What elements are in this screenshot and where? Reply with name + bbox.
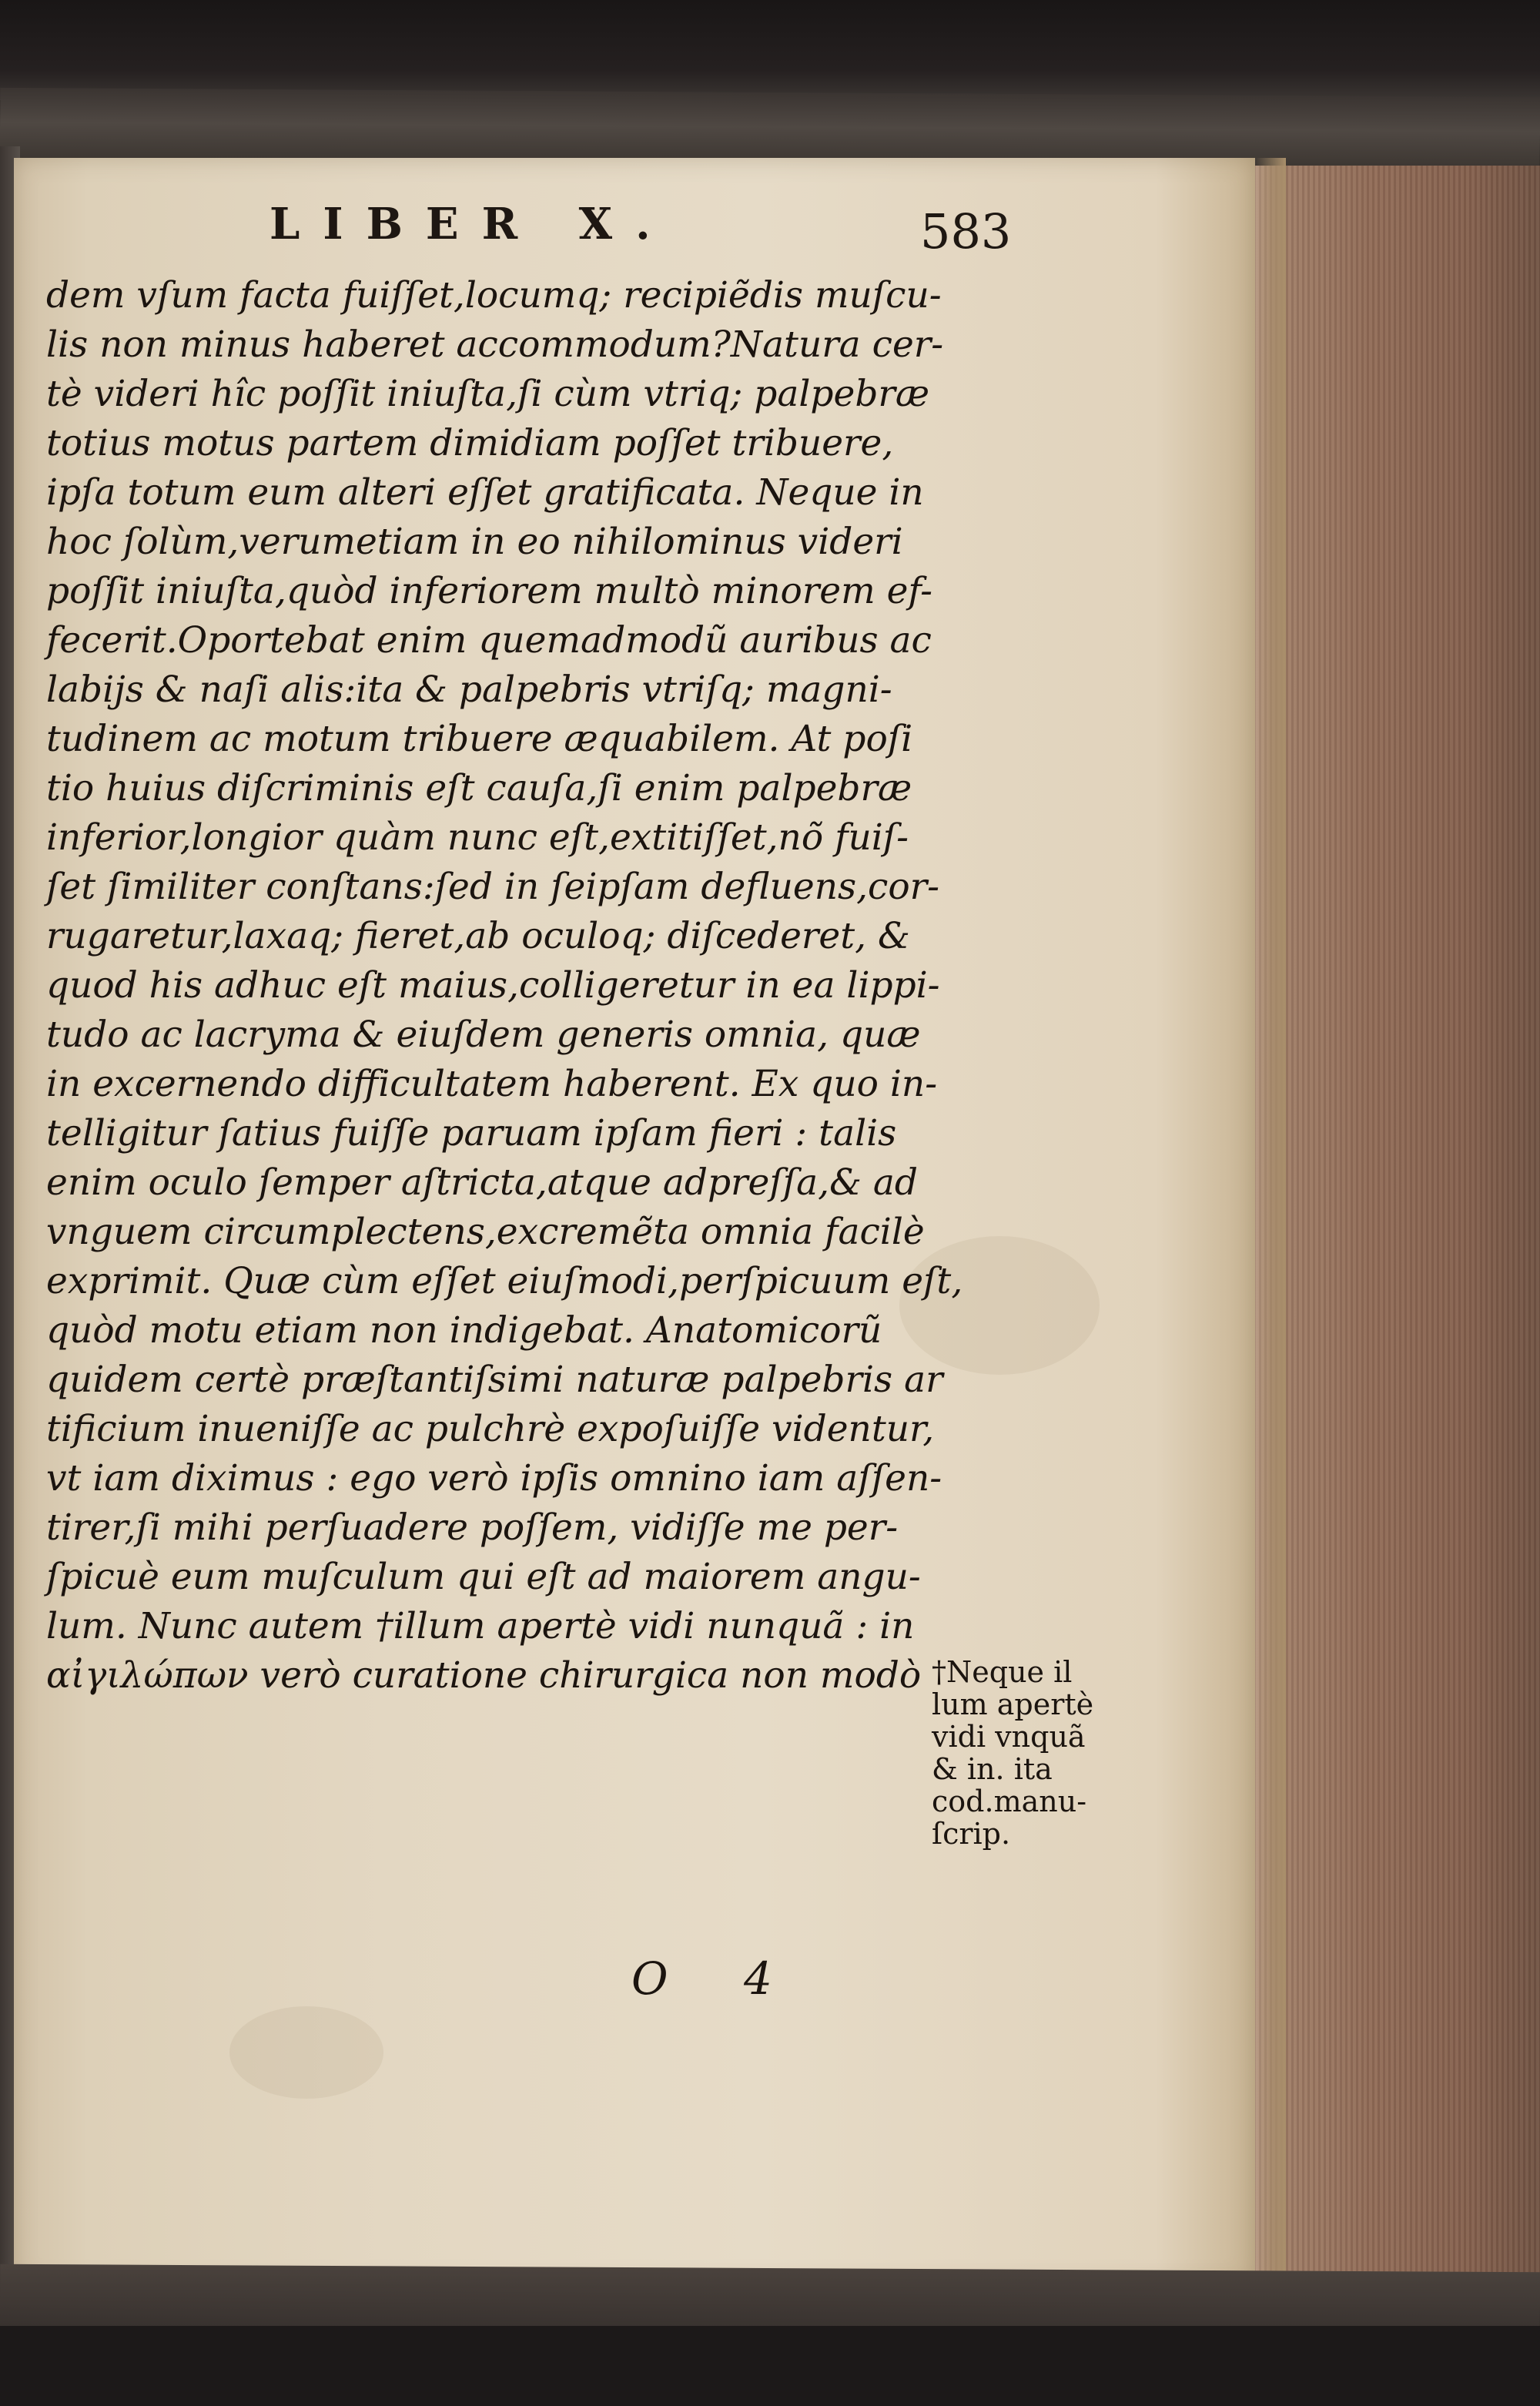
running-head: LIBER X. (270, 199, 674, 250)
text-line: tificium inueniſſe ac pulchrè expoſuiſſe videntur, (46, 1408, 935, 1450)
text-line: quod his adhuc eſt maius,colligeretur in ea lippi- (46, 964, 940, 1007)
text-line: telligitur ſatius fuiſſe paruam ipſam fieri : talis (46, 1112, 897, 1154)
text-line: quidem certè præſtantiſsimi naturæ palpebris ar (46, 1359, 943, 1401)
background-dark-top (0, 0, 1540, 100)
page-fore-edge (1254, 166, 1540, 2291)
margin-note-line: †Neque il (932, 1655, 1073, 1689)
text-line: fecerit.Oportebat enim quemadmodũ auribus ac (46, 619, 932, 662)
text-line: poſſit iniuſta,quòd inferiorem multò minorem ef- (46, 570, 933, 612)
text-line: tè videri hîc poſſit iniuſta,ſi cùm vtriq; palpebræ (46, 373, 930, 415)
text-line: dem vſum facta fuiſſet,locumq; recipiẽdis muſcu- (46, 274, 942, 317)
text-line: inferior,longior quàm nunc eſt,extitiſſet,nõ fuiſ- (46, 816, 909, 859)
page-number: 583 (920, 203, 1012, 260)
text-line: vt iam diximus : ego verò ipſis omnino iam aſſen- (46, 1457, 942, 1500)
text-line: in excernendo difficultatem haberent. Ex quo in- (46, 1063, 938, 1105)
text-line: ſpicuè eum muſculum qui eſt ad maiorem angu- (46, 1556, 921, 1598)
text-line: tio huius diſcriminis eſt cauſa,ſi enim palpebræ (46, 767, 912, 809)
text-line: ſet ſimiliter conſtans:ſed in ſeipſam defluens,cor- (46, 866, 940, 908)
text-line: exprimit. Quæ cùm eſſet eiuſmodi,perſpicuum eſt, (46, 1260, 963, 1302)
text-line: enim oculo ſemper aſtricta,atque adpreſſa,& ad (46, 1161, 918, 1204)
margin-note (932, 1656, 1163, 1850)
text-line: tirer,ſi mihi perſuadere poſſem, vidiſſe me per- (46, 1506, 899, 1549)
text-line: vnguem circumplectens,excremẽta omnia facilè (46, 1211, 925, 1253)
text-line: αἰγιλώπων verò curatione chirurgica non modò (46, 1654, 922, 1697)
paper-stain (229, 2006, 383, 2099)
text-line: lis non minus haberet accommodum?Natura cer- (46, 323, 944, 366)
text-line: rugaretur,laxaq; fieret,ab oculoq; diſcederet, & (46, 915, 910, 957)
page-header (154, 199, 1078, 260)
page-gutter-shadow (1255, 158, 1286, 2284)
text-line: quòd motu etiam non indigebat. Anatomicorũ (46, 1309, 882, 1352)
margin-note-line: ſcrip. (932, 1817, 1011, 1851)
text-line: lum. Nunc autem †illum apertè vidi nunquã : in (46, 1605, 915, 1647)
text-line: tudinem ac motum tribuere æquabilem. At poſi (46, 718, 913, 760)
text-line: labijs & naſi alis:ita & palpebris vtriſq; magni- (46, 669, 892, 711)
body-text (46, 271, 970, 1701)
margin-note-line: vidi vnquã (932, 1720, 1086, 1754)
margin-note-line: & in. ita (932, 1752, 1053, 1786)
text-line: ipſa totum eum alteri eſſet gratificata. Neque in (46, 471, 924, 514)
margin-note-line: lum apertè (932, 1687, 1094, 1721)
background-dark-bottom (0, 2326, 1540, 2406)
signature-mark: O 4 (631, 1952, 803, 2005)
margin-note-line: cod.manu- (932, 1784, 1087, 1818)
text-line: totius motus partem dimidiam poſſet tribuere, (46, 422, 894, 464)
text-line: tudo ac lacryma & eiuſdem generis omnia, quæ (46, 1014, 921, 1056)
text-line: hoc ſolùm,verumetiam in eo nihilominus videri (46, 521, 903, 563)
